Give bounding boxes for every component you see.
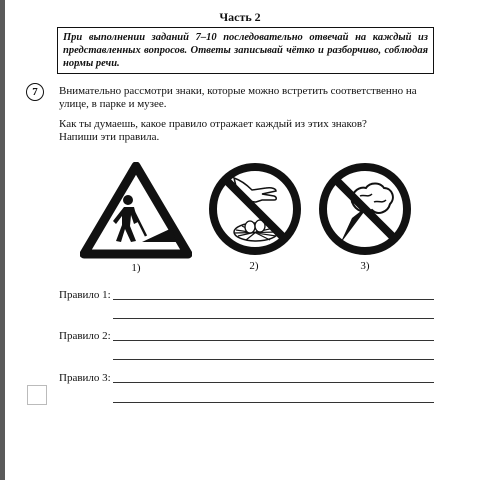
- part-title: Часть 2: [219, 10, 261, 24]
- no-touching-nests-icon: [206, 160, 304, 258]
- no-ice-cream-icon: [316, 160, 414, 258]
- rule-2-answer-line-2[interactable]: [113, 359, 434, 360]
- rule-2-label: Правило 2:: [59, 330, 111, 342]
- road-works-warning-icon: [80, 162, 192, 260]
- rule-3-answer-line[interactable]: [113, 382, 434, 383]
- sign-1-label: 1): [131, 262, 141, 274]
- rule-3-label: Правило 3:: [59, 372, 111, 384]
- rule-1-answer-line[interactable]: [113, 299, 434, 300]
- task-number-badge: 7: [26, 83, 44, 101]
- task-prompt-line-1: Внимательно рассмотри знаки, которые можно встретить соответственно на улице, в парке и музее.: [59, 85, 417, 110]
- instruction-box: При выполнении заданий 7–10 последовательно отвечай на каждый из представленных вопросов. Ответы записывай чётко и разборчиво, соблюдая нормы речи.: [57, 27, 434, 74]
- rule-1-answer-line-2[interactable]: [113, 318, 434, 319]
- page-left-edge: [0, 0, 5, 480]
- score-box[interactable]: [27, 385, 47, 405]
- task-prompt-line-3: Напиши эти правила.: [59, 131, 160, 143]
- sign-3-label: 3): [360, 260, 370, 272]
- rule-2-answer-line[interactable]: [113, 340, 434, 341]
- rule-1-label: Правило 1:: [59, 289, 111, 301]
- sign-2-label: 2): [249, 260, 259, 272]
- rule-3-answer-line-2[interactable]: [113, 402, 434, 403]
- task-prompt-line-2: Как ты думаешь, какое правило отражает каждый из этих знаков?: [59, 118, 367, 130]
